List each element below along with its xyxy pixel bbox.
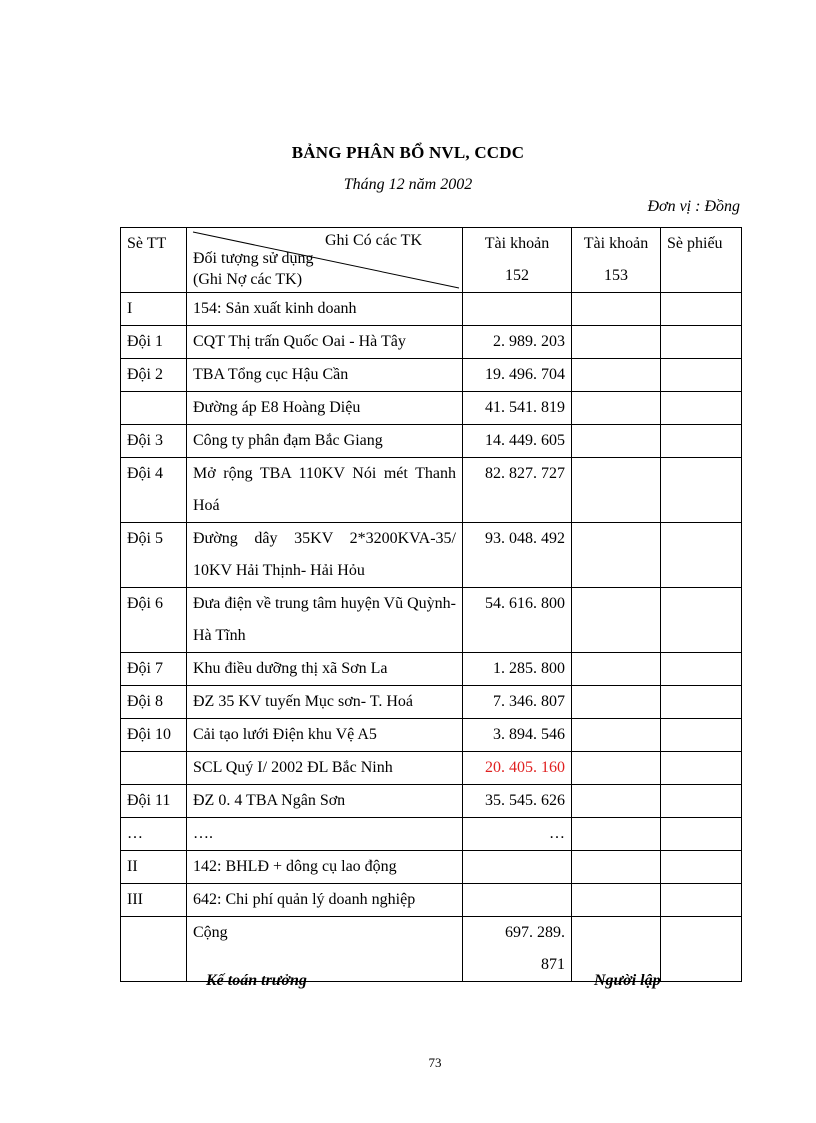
row-account-152: 2. 989. 203: [463, 326, 572, 359]
row-account-152: [463, 293, 572, 326]
row-object: CQT Thị trấn Quốc Oai - Hà Tây: [187, 326, 463, 359]
table-header-row: [121, 228, 742, 293]
row-account-152: …: [463, 818, 572, 851]
row-voucher: [661, 653, 742, 686]
row-stt: Đội 10: [121, 719, 187, 752]
table-row: [121, 359, 742, 392]
row-account-152: [463, 851, 572, 884]
table-row: [121, 653, 742, 686]
table-row: [121, 392, 742, 425]
row-stt: …: [121, 818, 187, 851]
header-object-line1: Đối tượng sử dụng: [193, 250, 314, 267]
row-voucher: [661, 523, 742, 588]
row-stt: [121, 752, 187, 785]
table-row: [121, 523, 742, 588]
row-account-153: [572, 752, 661, 785]
row-account-152: 1. 285. 800: [463, 653, 572, 686]
row-account-152: 14. 449. 605: [463, 425, 572, 458]
row-account-153: [572, 851, 661, 884]
row-object: SCL Quý I/ 2002 ĐL Bắc Ninh: [187, 752, 463, 785]
document-title: BẢNG PHÂN BỔ NVL, CCDC: [291, 143, 525, 162]
row-account-153: [572, 588, 661, 653]
row-account-153: [572, 686, 661, 719]
row-voucher: [661, 326, 742, 359]
row-stt: II: [121, 851, 187, 884]
table-row: [121, 326, 742, 359]
row-stt: Đội 11: [121, 785, 187, 818]
row-voucher: [661, 686, 742, 719]
row-stt: Đội 3: [121, 425, 187, 458]
row-stt: Đội 1: [121, 326, 187, 359]
document-subtitle: Tháng 12 năm 2002: [343, 176, 473, 193]
chief-accountant-signature: Kế toán trưởng: [206, 972, 307, 989]
row-account-153: [572, 818, 661, 851]
header-stt: Sè TT: [121, 228, 187, 293]
row-account-152: [463, 884, 572, 917]
header-object-line2: (Ghi Nợ các TK): [193, 271, 303, 288]
row-voucher: [661, 293, 742, 326]
row-account-153: [572, 523, 661, 588]
row-voucher: [661, 359, 742, 392]
row-voucher: [661, 752, 742, 785]
row-account-153: [572, 458, 661, 523]
header-voucher-count: Sè phiếu: [661, 228, 742, 293]
row-voucher: [661, 818, 742, 851]
row-account-152: 41. 541. 819: [463, 392, 572, 425]
row-stt: Đội 4: [121, 458, 187, 523]
row-object: TBA Tổng cục Hậu Cần: [187, 359, 463, 392]
row-stt: Đội 8: [121, 686, 187, 719]
currency-unit: Đơn vị : Đồng: [647, 198, 740, 215]
header-diagonal-cell: [187, 228, 463, 293]
row-voucher: [661, 851, 742, 884]
table-row: [121, 884, 742, 917]
row-account-152: 82. 827. 727: [463, 458, 572, 523]
row-account-153: [572, 392, 661, 425]
table-row: [121, 458, 742, 523]
row-account-153: [572, 719, 661, 752]
total-value-line1: 697. 289.: [505, 924, 565, 941]
row-stt: Đội 2: [121, 359, 187, 392]
row-object: ĐZ 0. 4 TBA Ngân Sơn: [187, 785, 463, 818]
row-object: 142: BHLĐ + dông cụ lao động: [187, 851, 463, 884]
header-account-153-line2: 153: [604, 267, 628, 284]
row-object: Đưa điện về trung tâm huyện Vũ Quỳnh- Hà Tĩnh: [187, 588, 463, 653]
row-object: ….: [187, 818, 463, 851]
total-label: Cộng: [187, 917, 463, 982]
table-row: [121, 425, 742, 458]
row-stt: Đội 7: [121, 653, 187, 686]
row-account-153: [572, 653, 661, 686]
row-object: Cải tạo lưới Điện khu Vệ A5: [187, 719, 463, 752]
row-voucher: [661, 785, 742, 818]
row-account-152: 35. 545. 626: [463, 785, 572, 818]
table-row: [121, 851, 742, 884]
table-row: [121, 785, 742, 818]
table-row: [121, 818, 742, 851]
row-voucher: [661, 884, 742, 917]
table-row: [121, 588, 742, 653]
header-account-153: [572, 228, 661, 293]
row-account-152: 54. 616. 800: [463, 588, 572, 653]
row-account-153: [572, 359, 661, 392]
row-object: Mở rộng TBA 110KV Nói mét Thanh Hoá: [187, 458, 463, 523]
table-row: [121, 752, 742, 785]
row-account-153: [572, 425, 661, 458]
row-voucher: [661, 392, 742, 425]
row-account-153: [572, 293, 661, 326]
page-number: 73: [428, 1055, 442, 1070]
row-object: ĐZ 35 KV tuyến Mục sơn- T. Hoá: [187, 686, 463, 719]
row-stt: [121, 392, 187, 425]
header-account-152-line2: 152: [505, 267, 529, 284]
table-row: [121, 293, 742, 326]
row-voucher: [661, 458, 742, 523]
row-account-152: 7. 346. 807: [463, 686, 572, 719]
row-voucher: [661, 719, 742, 752]
row-account-152: 19. 496. 704: [463, 359, 572, 392]
row-stt: I: [121, 293, 187, 326]
row-object: Đường áp E8 Hoàng Diệu: [187, 392, 463, 425]
total-account-152: [463, 917, 572, 982]
row-object: 642: Chi phí quản lý doanh nghiệp: [187, 884, 463, 917]
header-account-152: [463, 228, 572, 293]
header-credit-accounts: Ghi Có các TK: [324, 232, 422, 249]
row-account-152: 93. 048. 492: [463, 523, 572, 588]
table-row: [121, 719, 742, 752]
row-account-152: 3. 894. 546: [463, 719, 572, 752]
row-stt: Đội 5: [121, 523, 187, 588]
row-account-152-highlighted: 20. 405. 160: [463, 752, 572, 785]
total-value-line2: 871: [541, 956, 565, 973]
header-debit-objects: [193, 248, 313, 290]
row-voucher: [661, 425, 742, 458]
row-object: Đường dây 35KV 2*3200KVA-35/ 10KV Hải Thịnh- Hải Hỏu: [187, 523, 463, 588]
header-account-153-line1: Tài khoản: [583, 235, 649, 252]
preparer-signature: Người lập: [594, 972, 661, 989]
header-account-152-line1: Tài khoản: [484, 235, 550, 252]
row-account-153: [572, 884, 661, 917]
row-stt: [121, 917, 187, 982]
table-row: [121, 686, 742, 719]
row-object: 154: Sản xuất kinh doanh: [187, 293, 463, 326]
row-voucher: [661, 917, 742, 982]
row-voucher: [661, 588, 742, 653]
row-object: Khu điều dưỡng thị xã Sơn La: [187, 653, 463, 686]
row-account-153: [572, 785, 661, 818]
row-stt: Đội 6: [121, 588, 187, 653]
row-stt: III: [121, 884, 187, 917]
allocation-table: [120, 227, 742, 982]
row-account-153: [572, 326, 661, 359]
row-object: Công ty phân đạm Bắc Giang: [187, 425, 463, 458]
